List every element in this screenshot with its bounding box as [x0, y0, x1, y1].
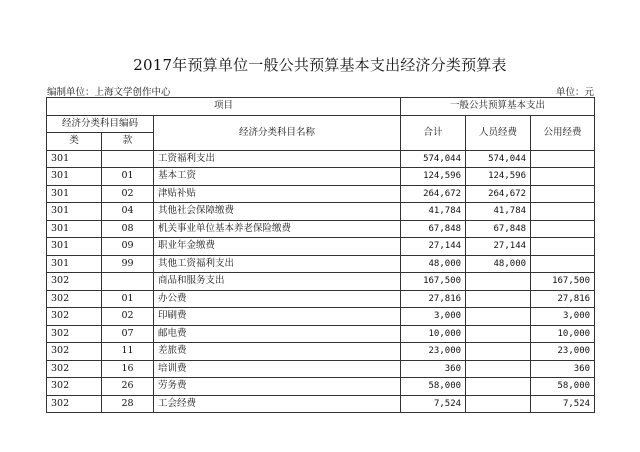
total-cell: 360: [401, 360, 466, 378]
item-name-cell: 劳务费: [154, 378, 401, 396]
section-cell: 07: [102, 325, 154, 343]
item-name-cell: 职业年金缴费: [154, 238, 401, 256]
personnel-cell: 48,000: [466, 255, 531, 273]
header-public: 公用经费: [531, 115, 595, 150]
public-cell: 7,524: [531, 395, 595, 413]
public-cell: 3,000: [531, 308, 595, 326]
class-cell: 302: [47, 343, 102, 361]
table-row: [47, 255, 595, 273]
table-row: [47, 238, 595, 256]
section-cell: 28: [102, 395, 154, 413]
section-cell: 01: [102, 290, 154, 308]
table-row: [47, 378, 595, 396]
personnel-cell: [466, 395, 531, 413]
class-cell: 301: [47, 220, 102, 238]
table-row: [47, 343, 595, 361]
total-cell: 3,000: [401, 308, 466, 326]
class-cell: 302: [47, 378, 102, 396]
total-cell: 67,848: [401, 220, 466, 238]
public-cell: [531, 185, 595, 203]
item-name-cell: 印刷费: [154, 308, 401, 326]
public-cell: [531, 203, 595, 221]
header-total: 合计: [401, 115, 466, 150]
section-cell: 11: [102, 343, 154, 361]
table-row: [47, 273, 595, 291]
class-cell: 302: [47, 360, 102, 378]
public-cell: 360: [531, 360, 595, 378]
class-cell: 302: [47, 273, 102, 291]
item-name-cell: 基本工资: [154, 168, 401, 186]
total-cell: 58,000: [401, 378, 466, 396]
total-cell: 48,000: [401, 255, 466, 273]
table-row: [47, 360, 595, 378]
personnel-cell: [466, 360, 531, 378]
total-cell: 124,596: [401, 168, 466, 186]
public-cell: 10,000: [531, 325, 595, 343]
personnel-cell: 27,144: [466, 238, 531, 256]
table-row: [47, 290, 595, 308]
section-cell: 16: [102, 360, 154, 378]
item-name-cell: 办公费: [154, 290, 401, 308]
total-cell: 27,144: [401, 238, 466, 256]
table-row: [47, 203, 595, 221]
class-cell: 302: [47, 395, 102, 413]
personnel-cell: 264,672: [466, 185, 531, 203]
table-row: [47, 168, 595, 186]
public-cell: [531, 255, 595, 273]
personnel-cell: [466, 343, 531, 361]
public-cell: 23,000: [531, 343, 595, 361]
item-name-cell: 培训费: [154, 360, 401, 378]
section-cell: 09: [102, 238, 154, 256]
personnel-cell: [466, 273, 531, 291]
item-name-cell: 商品和服务支出: [154, 273, 401, 291]
header-personnel: 人员经费: [466, 115, 531, 150]
public-cell: 27,816: [531, 290, 595, 308]
total-cell: 167,500: [401, 273, 466, 291]
public-cell: 58,000: [531, 378, 595, 396]
header-section: 款: [102, 133, 154, 151]
item-name-cell: 工会经费: [154, 395, 401, 413]
item-name-cell: 邮电费: [154, 325, 401, 343]
table-row: [47, 150, 595, 168]
section-cell: 04: [102, 203, 154, 221]
section-cell: 99: [102, 255, 154, 273]
section-cell: [102, 150, 154, 168]
personnel-cell: 574,044: [466, 150, 531, 168]
total-cell: 7,524: [401, 395, 466, 413]
table-row: [47, 325, 595, 343]
total-cell: 264,672: [401, 185, 466, 203]
total-cell: 27,816: [401, 290, 466, 308]
personnel-cell: [466, 325, 531, 343]
header-project: 项目: [47, 98, 401, 116]
public-cell: [531, 238, 595, 256]
section-cell: 01: [102, 168, 154, 186]
budget-table: [46, 97, 595, 413]
item-name-cell: 机关事业单位基本养老保险缴费: [154, 220, 401, 238]
table-row: [47, 220, 595, 238]
class-cell: 301: [47, 185, 102, 203]
header-code-group: 经济分类科目编码: [47, 115, 154, 133]
class-cell: 301: [47, 150, 102, 168]
item-name-cell: 其他社会保障缴费: [154, 203, 401, 221]
class-cell: 302: [47, 325, 102, 343]
public-cell: [531, 150, 595, 168]
item-name-cell: 其他工资福利支出: [154, 255, 401, 273]
personnel-cell: [466, 290, 531, 308]
class-cell: 301: [47, 255, 102, 273]
item-name-cell: 工资福利支出: [154, 150, 401, 168]
public-cell: [531, 168, 595, 186]
class-cell: 301: [47, 168, 102, 186]
class-cell: 301: [47, 203, 102, 221]
personnel-cell: 124,596: [466, 168, 531, 186]
total-cell: 10,000: [401, 325, 466, 343]
class-cell: 302: [47, 290, 102, 308]
item-name-cell: 津贴补贴: [154, 185, 401, 203]
header-class: 类: [47, 133, 102, 151]
public-cell: [531, 220, 595, 238]
total-cell: 41,784: [401, 203, 466, 221]
class-cell: 301: [47, 238, 102, 256]
header-row-1: [47, 98, 595, 116]
total-cell: 574,044: [401, 150, 466, 168]
total-cell: 23,000: [401, 343, 466, 361]
currency-unit: 单位：元: [555, 87, 594, 98]
issuing-unit: 编制单位：上海文学创作中心: [47, 87, 171, 98]
personnel-cell: 67,848: [466, 220, 531, 238]
section-cell: 26: [102, 378, 154, 396]
personnel-cell: [466, 378, 531, 396]
personnel-cell: 41,784: [466, 203, 531, 221]
table-row: [47, 185, 595, 203]
page-title: 2017年预算单位一般公共预算基本支出经济分类预算表: [133, 56, 507, 74]
public-cell: 167,500: [531, 273, 595, 291]
header-name: 经济分类科目名称: [154, 115, 401, 150]
table-row: [47, 395, 595, 413]
section-cell: 08: [102, 220, 154, 238]
section-cell: 02: [102, 185, 154, 203]
class-cell: 302: [47, 308, 102, 326]
table-row: [47, 308, 595, 326]
header-row-2: [47, 115, 595, 133]
header-budget-group: 一般公共预算基本支出: [401, 98, 595, 116]
section-cell: 02: [102, 308, 154, 326]
section-cell: [102, 273, 154, 291]
item-name-cell: 差旅费: [154, 343, 401, 361]
personnel-cell: [466, 308, 531, 326]
